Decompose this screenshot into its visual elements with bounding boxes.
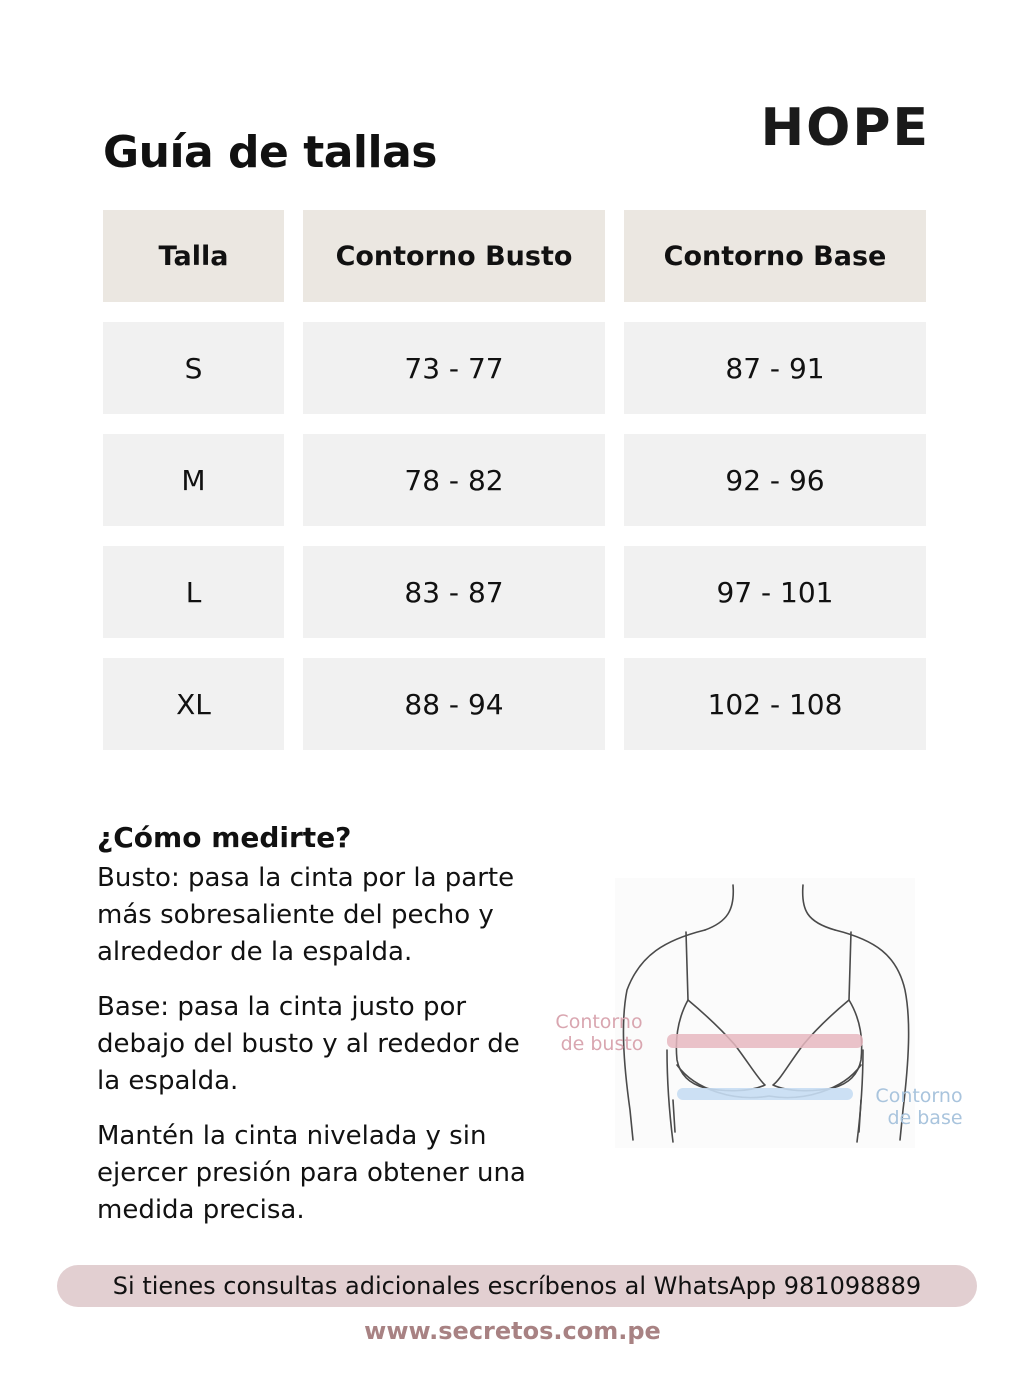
table-cell-bust: 73 - 77 bbox=[303, 322, 605, 414]
bra-measurement-illustration bbox=[545, 870, 975, 1160]
table-cell-size: S bbox=[103, 322, 284, 414]
base-label-line2: de base bbox=[887, 1107, 963, 1129]
howto-base-paragraph: Base: pasa la cinta justo por debajo del busto y al rededor de la espalda. bbox=[97, 992, 520, 1096]
bust-label-line1: Contorno bbox=[555, 1011, 643, 1033]
table-cell-bust: 88 - 94 bbox=[303, 658, 605, 750]
whatsapp-contact-banner: Si tienes consultas adicionales escríbenos al WhatsApp 981098889 bbox=[57, 1265, 977, 1307]
brand-logo: HOPE bbox=[760, 98, 930, 158]
base-label-line1: Contorno bbox=[875, 1085, 963, 1107]
table-cell-base: 97 - 101 bbox=[624, 546, 926, 638]
table-cell-base: 87 - 91 bbox=[624, 322, 926, 414]
table-cell-bust: 83 - 87 bbox=[303, 546, 605, 638]
table-cell-base: 102 - 108 bbox=[624, 658, 926, 750]
website-link[interactable]: www.secretos.com.pe bbox=[364, 1317, 661, 1345]
table-cell-size: M bbox=[103, 434, 284, 526]
table-header-size: Talla bbox=[103, 210, 284, 302]
bust-label-line2: de busto bbox=[560, 1033, 644, 1055]
howto-heading: ¿Cómo medirte? bbox=[97, 821, 352, 854]
table-header-bust: Contorno Busto bbox=[303, 210, 605, 302]
table-cell-bust: 78 - 82 bbox=[303, 434, 605, 526]
howto-tip-paragraph: Mantén la cinta nivelada y sin ejercer presión para obtener una medida precisa. bbox=[97, 1121, 526, 1225]
howto-bust-paragraph: Busto: pasa la cinta por la parte más sobresaliente del pecho y alrededor de la espalda. bbox=[97, 863, 515, 967]
table-cell-size: XL bbox=[103, 658, 284, 750]
page-title: Guía de tallas bbox=[103, 127, 437, 178]
table-cell-base: 92 - 96 bbox=[624, 434, 926, 526]
table-cell-size: L bbox=[103, 546, 284, 638]
table-header-base: Contorno Base bbox=[624, 210, 926, 302]
